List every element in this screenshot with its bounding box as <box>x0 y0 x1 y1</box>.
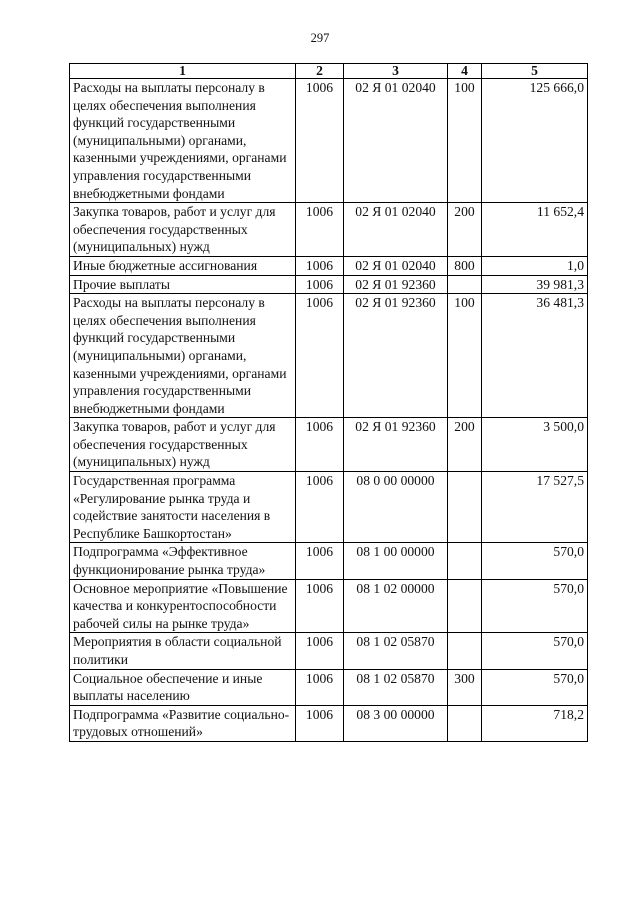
table-row <box>70 79 588 203</box>
amount-cell: 17 527,5 <box>482 472 588 543</box>
target-code-cell: 02 Я 01 02040 <box>344 256 448 275</box>
section-code-cell: 1006 <box>296 543 344 579</box>
section-code-cell: 1006 <box>296 203 344 257</box>
header-row <box>70 64 588 79</box>
table-row <box>70 418 588 472</box>
target-code-cell: 02 Я 01 02040 <box>344 79 448 203</box>
expense-name-cell: Мероприятия в области социальной политики <box>70 633 296 669</box>
expense-type-cell: 300 <box>448 669 482 705</box>
section-code-cell: 1006 <box>296 669 344 705</box>
section-code-cell: 1006 <box>296 294 344 418</box>
target-code-cell: 08 0 00 00000 <box>344 472 448 543</box>
expense-name-cell: Закупка товаров, работ и услуг для обеспечения государственных (муниципальных) нужд <box>70 418 296 472</box>
expense-name-cell: Социальное обеспечение и иные выплаты населению <box>70 669 296 705</box>
expense-name-cell: Прочие выплаты <box>70 275 296 294</box>
amount-cell: 39 981,3 <box>482 275 588 294</box>
target-code-cell: 02 Я 01 92360 <box>344 418 448 472</box>
amount-cell: 125 666,0 <box>482 79 588 203</box>
target-code-cell: 08 1 00 00000 <box>344 543 448 579</box>
section-code-cell: 1006 <box>296 705 344 741</box>
amount-cell: 11 652,4 <box>482 203 588 257</box>
budget-table <box>69 63 588 742</box>
target-code-cell: 08 3 00 00000 <box>344 705 448 741</box>
section-code-cell: 1006 <box>296 633 344 669</box>
section-code-cell: 1006 <box>296 275 344 294</box>
section-code-cell: 1006 <box>296 579 344 633</box>
target-code-cell: 08 1 02 05870 <box>344 633 448 669</box>
expense-name-cell: Иные бюджетные ассигнования <box>70 256 296 275</box>
expense-type-cell <box>448 472 482 543</box>
amount-cell: 718,2 <box>482 705 588 741</box>
section-code-cell: 1006 <box>296 256 344 275</box>
amount-cell: 570,0 <box>482 669 588 705</box>
amount-cell: 570,0 <box>482 543 588 579</box>
expense-type-cell <box>448 633 482 669</box>
expense-name-cell: Расходы на выплаты персоналу в целях обеспечения выполнения функций государственными (муниципальными) органами, казенными учреждениями, органами управления государственными внебюджетными фондами <box>70 294 296 418</box>
expense-type-cell <box>448 579 482 633</box>
expense-type-cell: 200 <box>448 203 482 257</box>
expense-name-cell: Расходы на выплаты персоналу в целях обеспечения выполнения функций государственными (муниципальными) органами, казенными учреждениями, органами управления государственными внебюджетными фондами <box>70 79 296 203</box>
page-number: 297 <box>310 31 330 45</box>
expense-name-cell: Подпрограмма «Развитие социально-трудовых отношений» <box>70 705 296 741</box>
expense-type-cell <box>448 275 482 294</box>
expense-type-cell: 100 <box>448 79 482 203</box>
header-col-3: 3 <box>344 64 448 79</box>
table-row <box>70 705 588 741</box>
table-row <box>70 256 588 275</box>
header-col-5: 5 <box>482 64 588 79</box>
expense-name-cell: Основное мероприятие «Повышение качества и конкурентоспособности рабочей силы на рынке труда» <box>70 579 296 633</box>
table-row <box>70 203 588 257</box>
expense-type-cell: 100 <box>448 294 482 418</box>
header-col-2: 2 <box>296 64 344 79</box>
table-row <box>70 275 588 294</box>
expense-type-cell: 800 <box>448 256 482 275</box>
expense-name-cell: Подпрограмма «Эффективное функционирование рынка труда» <box>70 543 296 579</box>
expense-type-cell <box>448 705 482 741</box>
expense-name-cell: Государственная программа «Регулирование рынка труда и содействие занятости населения в Республике Башкортостан» <box>70 472 296 543</box>
amount-cell: 36 481,3 <box>482 294 588 418</box>
target-code-cell: 08 1 02 00000 <box>344 579 448 633</box>
table-row <box>70 543 588 579</box>
table-row <box>70 633 588 669</box>
header-col-4: 4 <box>448 64 482 79</box>
section-code-cell: 1006 <box>296 79 344 203</box>
table-row <box>70 579 588 633</box>
target-code-cell: 02 Я 01 92360 <box>344 275 448 294</box>
amount-cell: 570,0 <box>482 633 588 669</box>
table-body <box>70 79 588 742</box>
section-code-cell: 1006 <box>296 472 344 543</box>
table-row <box>70 472 588 543</box>
amount-cell: 3 500,0 <box>482 418 588 472</box>
header-col-1: 1 <box>70 64 296 79</box>
table-row <box>70 294 588 418</box>
table-row <box>70 669 588 705</box>
target-code-cell: 08 1 02 05870 <box>344 669 448 705</box>
amount-cell: 1,0 <box>482 256 588 275</box>
amount-cell: 570,0 <box>482 579 588 633</box>
expense-type-cell: 200 <box>448 418 482 472</box>
target-code-cell: 02 Я 01 92360 <box>344 294 448 418</box>
target-code-cell: 02 Я 01 02040 <box>344 203 448 257</box>
expense-type-cell <box>448 543 482 579</box>
section-code-cell: 1006 <box>296 418 344 472</box>
expense-name-cell: Закупка товаров, работ и услуг для обеспечения государственных (муниципальных) нужд <box>70 203 296 257</box>
